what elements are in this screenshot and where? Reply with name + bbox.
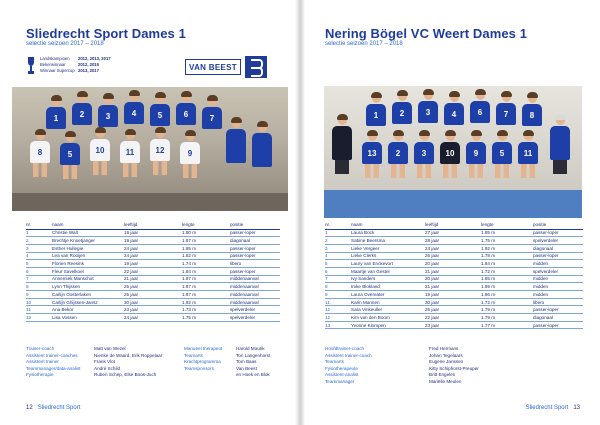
table-row bbox=[325, 314, 583, 322]
staff-role: Teamsponsors bbox=[184, 365, 214, 371]
player-age: 21 jaar bbox=[124, 275, 182, 283]
player-position: spelverdeler bbox=[533, 237, 583, 245]
award-row: Winnaar Supercup 2013, 2017 bbox=[40, 68, 99, 73]
staff-name: Fred Hermans bbox=[429, 346, 459, 351]
player-number: 1 bbox=[325, 229, 351, 237]
player-name: Christie Walt bbox=[52, 229, 124, 237]
player-name: Carlijn Oosterlaken bbox=[52, 291, 124, 299]
player-figure: 10 bbox=[440, 130, 460, 178]
player-age: 23 jaar bbox=[124, 306, 182, 314]
team-photo bbox=[324, 86, 582, 218]
player-height: 1.84 m bbox=[182, 267, 230, 275]
player-number: 13 bbox=[325, 321, 351, 329]
player-number: 11 bbox=[325, 298, 351, 306]
player-name: Laury van Enckevort bbox=[351, 260, 425, 268]
staff-name: Ruben Schep, Else Boos-Juch bbox=[94, 372, 157, 377]
table-row bbox=[26, 275, 280, 283]
player-number: 9 bbox=[325, 291, 351, 299]
player-height: 1.84 m bbox=[481, 260, 533, 268]
player-number: 2 bbox=[26, 237, 52, 245]
player-age: 27 jaar bbox=[425, 229, 481, 237]
page-footer bbox=[26, 405, 80, 411]
player-position: diagonaal bbox=[533, 314, 583, 322]
award-row: Landskampioen 2012, 2013, 2017 bbox=[40, 56, 111, 61]
player-position: passer-loper bbox=[533, 306, 583, 314]
staff-name: Britt Engelen bbox=[429, 372, 456, 377]
player-position: passer-loper bbox=[230, 267, 280, 275]
player-height: 1.85 m bbox=[481, 275, 533, 283]
player-position: spelverdeler bbox=[230, 314, 280, 322]
player-age: 22 jaar bbox=[124, 267, 182, 275]
player-height: 1.78 m bbox=[481, 252, 533, 260]
player-age: 26 jaar bbox=[425, 306, 481, 314]
player-figure: 10 bbox=[90, 127, 110, 175]
player-age: 22 jaar bbox=[425, 314, 481, 322]
table-row bbox=[26, 252, 280, 260]
staff-role: Teamarts bbox=[184, 352, 203, 358]
player-age: 30 jaar bbox=[425, 298, 481, 306]
player-number: 1 bbox=[26, 229, 52, 237]
player-height: 1.87 m bbox=[182, 237, 230, 245]
player-number: 8 bbox=[26, 283, 52, 291]
player-position: middenaanval bbox=[230, 298, 280, 306]
player-figure: 6 bbox=[176, 91, 196, 125]
player-name: Ivy Sanders bbox=[351, 275, 425, 283]
player-height: 1.92 m bbox=[182, 298, 230, 306]
table-row bbox=[26, 229, 280, 237]
page-title: Nering Bögel VC Weert Dames 1 bbox=[325, 26, 528, 41]
player-figure: 2 bbox=[388, 130, 408, 178]
player-number: 2 bbox=[325, 237, 351, 245]
table-row bbox=[26, 291, 280, 299]
player-figure: 4 bbox=[124, 90, 144, 124]
player-age: 19 jaar bbox=[124, 237, 182, 245]
player-name: Lea van Rooijen bbox=[52, 252, 124, 260]
player-height: 1.87 m bbox=[182, 283, 230, 291]
magazine-name: Sliedrecht Sport bbox=[37, 405, 81, 411]
player-height: 1.82 m bbox=[182, 252, 230, 260]
staff-list bbox=[325, 346, 575, 385]
player-position: midden bbox=[533, 291, 583, 299]
page-footer bbox=[526, 405, 580, 411]
sponsor-name: VAN BEEST bbox=[185, 59, 241, 75]
player-age: 28 jaar bbox=[425, 237, 481, 245]
player-figure: 3 bbox=[418, 89, 438, 123]
staff-name: Ton Langenhorst bbox=[236, 352, 271, 358]
player-number: 8 bbox=[325, 283, 351, 291]
table-row bbox=[325, 291, 583, 299]
table-row bbox=[325, 275, 583, 283]
table-row bbox=[325, 237, 583, 245]
staff-name: Eugene Janssen bbox=[429, 359, 464, 364]
player-figure: 2 bbox=[392, 90, 412, 124]
player-figure: 13 bbox=[362, 130, 382, 178]
magazine-name: Sliedrecht Sport bbox=[525, 405, 569, 411]
player-position: passer-loper bbox=[533, 252, 583, 260]
staff-role: Teamarts bbox=[325, 359, 344, 364]
staff-role: Fysiotherapie bbox=[26, 372, 54, 377]
player-position: diagonaal bbox=[230, 237, 280, 245]
player-position: diagonaal bbox=[533, 244, 583, 252]
page-title: Sliedrecht Sport Dames 1 bbox=[26, 26, 186, 41]
page-gutter bbox=[295, 0, 305, 425]
player-height: 1.79 m bbox=[481, 314, 533, 322]
player-figure: 8 bbox=[522, 92, 542, 126]
player-number: 7 bbox=[26, 275, 52, 283]
player-name: Laura Overeater bbox=[351, 291, 425, 299]
player-name: Florien Reesink bbox=[52, 260, 124, 268]
player-figure: 3 bbox=[98, 93, 118, 127]
player-height: 1.85 m bbox=[481, 229, 533, 237]
player-name: Sabine Beersma bbox=[351, 237, 425, 245]
player-number: 12 bbox=[325, 306, 351, 314]
player-height: 1.79 m bbox=[481, 306, 533, 314]
roster-table bbox=[325, 222, 583, 329]
sponsor-mark-icon bbox=[245, 56, 267, 78]
table-row bbox=[26, 267, 280, 275]
player-age: 26 jaar bbox=[425, 252, 481, 260]
table-row bbox=[325, 306, 583, 314]
table-row bbox=[325, 321, 583, 329]
player-position: libero bbox=[230, 260, 280, 268]
page-number: 13 bbox=[573, 405, 580, 411]
table-row bbox=[325, 267, 583, 275]
staff-role: Assistent trainer bbox=[26, 359, 59, 364]
player-age: 20 jaar bbox=[425, 275, 481, 283]
table-row bbox=[325, 229, 583, 237]
player-figure: 2 bbox=[72, 91, 92, 125]
trophy-icon bbox=[26, 56, 36, 76]
coach-figure bbox=[332, 114, 352, 174]
player-height: 1.80 m bbox=[182, 229, 230, 237]
player-figure: 5 bbox=[492, 130, 512, 178]
player-age: 21 jaar bbox=[425, 283, 481, 291]
player-number: 6 bbox=[26, 267, 52, 275]
player-name: Esther Hullegie bbox=[52, 244, 124, 252]
player-age: 25 jaar bbox=[124, 283, 182, 291]
table-row bbox=[325, 283, 583, 291]
player-number: 10 bbox=[26, 298, 52, 306]
player-height: 1.89 m bbox=[481, 283, 533, 291]
table-row bbox=[325, 252, 583, 260]
player-figure: 3 bbox=[414, 130, 434, 178]
roster-table bbox=[26, 222, 280, 322]
player-name: Imke Blokland bbox=[351, 283, 425, 291]
player-figure: 1 bbox=[46, 95, 66, 129]
staff-role: Hoofdtrainer-coach bbox=[325, 346, 365, 351]
player-height: 1.77 m bbox=[481, 321, 533, 329]
staff-role: Teammanager bbox=[325, 378, 355, 384]
staff-list bbox=[26, 346, 286, 379]
staff-name: Van Beest bbox=[236, 365, 257, 371]
player-height: 1.87 m bbox=[182, 291, 230, 299]
player-number: 3 bbox=[325, 244, 351, 252]
table-row bbox=[26, 244, 280, 252]
player-age: 25 jaar bbox=[124, 291, 182, 299]
player-figure: 5 bbox=[60, 131, 80, 179]
staff-name: Frank Vlot bbox=[94, 359, 115, 364]
staff-role: Fysiotherapeute bbox=[325, 365, 358, 371]
staff-role: Teammanager/data-analist bbox=[26, 365, 81, 371]
player-age: 24 jaar bbox=[425, 244, 481, 252]
staff-name: en Hoek en Blok bbox=[236, 372, 270, 377]
staff-name: Harold Mourik bbox=[236, 346, 265, 351]
player-position: passer-loper bbox=[230, 252, 280, 260]
player-number: 11 bbox=[26, 306, 52, 314]
player-name: Karin Mannen bbox=[351, 298, 425, 306]
coach-figure bbox=[550, 114, 570, 174]
player-age: 19 jaar bbox=[124, 229, 182, 237]
left-page bbox=[0, 0, 295, 425]
player-position: midden bbox=[533, 283, 583, 291]
staff-name: André Schild bbox=[94, 365, 121, 371]
player-age: 24 jaar bbox=[124, 244, 182, 252]
player-name: Carlijn Ghijssen-Jansz bbox=[52, 298, 124, 306]
player-number: 3 bbox=[26, 244, 52, 252]
player-number: 7 bbox=[325, 275, 351, 283]
player-figure: 7 bbox=[202, 95, 222, 129]
player-height: 1.74 m bbox=[182, 260, 230, 268]
table-header-row: nr. naam leeftijd lengte positie bbox=[325, 222, 583, 229]
player-number: 6 bbox=[325, 267, 351, 275]
player-name: Lisa Vossen bbox=[52, 314, 124, 322]
player-age: 24 jaar bbox=[124, 252, 182, 260]
table-row bbox=[26, 298, 280, 306]
player-number: 5 bbox=[26, 260, 52, 268]
page-number: 12 bbox=[26, 405, 33, 411]
table-row bbox=[325, 260, 583, 268]
player-position: spelverdeler bbox=[230, 306, 280, 314]
player-position: libero bbox=[533, 298, 583, 306]
award-row: Bekerwinnaar 2012, 2015 bbox=[40, 62, 99, 67]
player-height: 1.72 m bbox=[481, 267, 533, 275]
player-name: Fleur Savelkoel bbox=[52, 267, 124, 275]
player-height: 1.75 m bbox=[481, 237, 533, 245]
player-height: 1.73 m bbox=[182, 306, 230, 314]
player-number: 9 bbox=[26, 291, 52, 299]
player-height: 1.72 m bbox=[481, 298, 533, 306]
staff-name: Mariëlle Meulen bbox=[429, 378, 462, 384]
player-name: Sara Vinkeuller bbox=[351, 306, 425, 314]
staff-role: Assistent-analist bbox=[325, 372, 359, 377]
player-figure: 1 bbox=[366, 92, 386, 126]
staff-role: Assistent trainer-coach bbox=[325, 352, 372, 358]
awards-list bbox=[40, 56, 111, 74]
player-name: Laura Bock bbox=[351, 229, 425, 237]
table-row bbox=[325, 298, 583, 306]
table-row bbox=[325, 244, 583, 252]
player-position: midden bbox=[533, 260, 583, 268]
staff-role bbox=[184, 372, 236, 379]
player-number: 4 bbox=[325, 252, 351, 260]
page-subtitle: selectie seizoen 2017 – 2018 bbox=[26, 41, 104, 47]
player-figure: 8 bbox=[30, 129, 50, 177]
player-number: 12 bbox=[26, 314, 52, 322]
player-age: 20 jaar bbox=[425, 260, 481, 268]
player-height: 1.87 m bbox=[182, 275, 230, 283]
player-position: middenaanval bbox=[230, 283, 280, 291]
player-figure: 12 bbox=[150, 127, 170, 175]
player-height: 1.86 m bbox=[481, 291, 533, 299]
player-position: midden bbox=[533, 275, 583, 283]
player-age: 19 jaar bbox=[124, 260, 182, 268]
staff-role: Assistent trainer-coaches bbox=[26, 352, 78, 358]
player-figure: 5 bbox=[150, 92, 170, 126]
staff-role: Manueel therapeut bbox=[184, 346, 223, 351]
table-row bbox=[26, 283, 280, 291]
player-figure: 9 bbox=[180, 130, 200, 178]
player-name: Kim van den Boom bbox=[351, 314, 425, 322]
player-position: passer-loper bbox=[533, 321, 583, 329]
player-name: Annemiek Manschot bbox=[52, 275, 124, 283]
coach-figure bbox=[252, 121, 272, 167]
player-number: 4 bbox=[26, 252, 52, 260]
table-row bbox=[26, 260, 280, 268]
table-row bbox=[26, 306, 280, 314]
player-name: Brechtje Knoetjanger bbox=[52, 237, 124, 245]
right-page bbox=[305, 0, 600, 425]
awards-block bbox=[26, 56, 111, 76]
player-name: Lynn Thijssen bbox=[52, 283, 124, 291]
staff-role: Trainer-coach bbox=[26, 346, 55, 351]
player-position: middenaanval bbox=[230, 275, 280, 283]
table-row bbox=[26, 314, 280, 322]
player-figure: 7 bbox=[496, 91, 516, 125]
player-name: Ana Bekor bbox=[52, 306, 124, 314]
player-number: 12 bbox=[325, 314, 351, 322]
staff-name: Nienke de Waard, Erik Roppelaar bbox=[94, 352, 163, 358]
player-name: Lieke Vergeer bbox=[351, 244, 425, 252]
staff-name: Matt van Wezel bbox=[94, 346, 126, 351]
page-subtitle: selectie seizoen 2017 – 2018 bbox=[325, 41, 403, 47]
player-age: 24 jaar bbox=[124, 314, 182, 322]
player-figure: 6 bbox=[470, 89, 490, 123]
staff-name: Tom Baas bbox=[236, 359, 257, 364]
staff-name: Johan Tegelaars bbox=[429, 352, 463, 358]
player-position: middenaanval bbox=[230, 291, 280, 299]
player-name: Lieke Clerks bbox=[351, 252, 425, 260]
player-name: Maartje van Gestel bbox=[351, 267, 425, 275]
player-position: passer-loper bbox=[533, 229, 583, 237]
player-height: 1.85 m bbox=[182, 244, 230, 252]
staff-role: Krachtprogramma bbox=[184, 359, 221, 364]
player-age: 19 jaar bbox=[425, 291, 481, 299]
sponsor-logo bbox=[185, 56, 267, 78]
player-figure: 4 bbox=[444, 91, 464, 125]
team-photo bbox=[12, 87, 288, 211]
player-height: 1.92 m bbox=[481, 244, 533, 252]
player-figure: 11 bbox=[120, 129, 140, 177]
coach-figure bbox=[226, 117, 246, 163]
player-figure: 9 bbox=[466, 130, 486, 178]
player-age: 21 jaar bbox=[425, 267, 481, 275]
player-number: 5 bbox=[325, 260, 351, 268]
player-position: passer-loper bbox=[230, 244, 280, 252]
player-position: passer-loper bbox=[230, 229, 280, 237]
table-header-row: nr. naam leeftijd lengte positie bbox=[26, 222, 280, 229]
table-row bbox=[26, 237, 280, 245]
staff-name: Kitty Schiphorst-Preuper bbox=[429, 365, 479, 371]
player-age: 23 jaar bbox=[425, 321, 481, 329]
player-figure: 11 bbox=[518, 130, 538, 178]
player-name: Yvonne Klompen bbox=[351, 321, 425, 329]
player-position: spelverdeler bbox=[533, 267, 583, 275]
player-height: 1.75 m bbox=[182, 314, 230, 322]
player-age: 30 jaar bbox=[124, 298, 182, 306]
